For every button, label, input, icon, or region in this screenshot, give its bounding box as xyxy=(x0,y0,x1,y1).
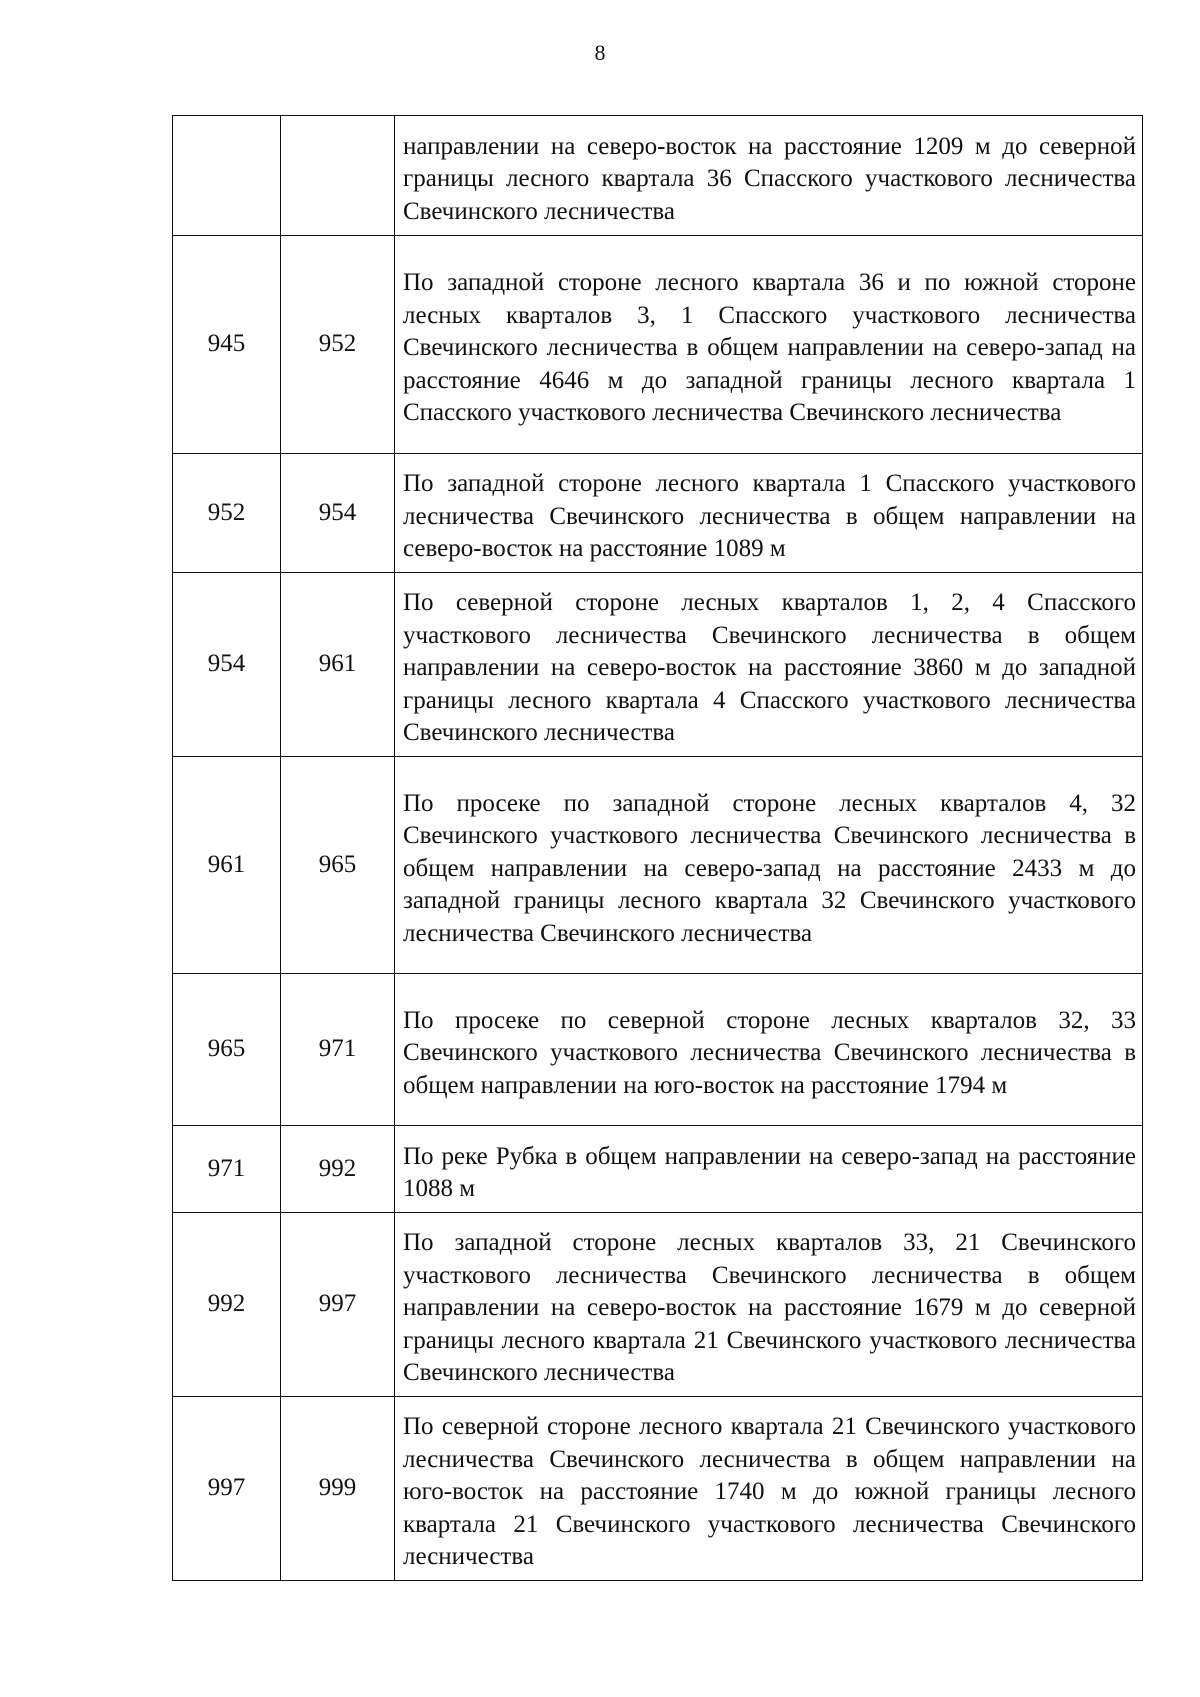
table-row xyxy=(173,236,1143,454)
table-row xyxy=(173,1213,1143,1397)
point-from: 954 xyxy=(173,573,281,757)
point-from xyxy=(173,116,281,236)
point-to: 999 xyxy=(281,1397,395,1581)
point-from: 971 xyxy=(173,1126,281,1213)
table-row xyxy=(173,1126,1143,1213)
point-to: 997 xyxy=(281,1213,395,1397)
table-row xyxy=(173,573,1143,757)
page-number: 8 xyxy=(594,40,606,65)
point-from: 997 xyxy=(173,1397,281,1581)
boundary-table xyxy=(172,115,1143,1581)
boundary-description: По просеке по западной стороне лесных кварталов 4, 32 Свечинского участкового лесничества Свечинского лесничества в общем направлении на северо-запад на расстояние 2433 м до западной границы лесного квартала 32 Свечинского участкового лесничества Свечинского лесничества xyxy=(395,757,1143,974)
table-row xyxy=(173,974,1143,1126)
boundary-description: По северной стороне лесного квартала 21 Свечинского участкового лесничества Свечинского лесничества в общем направлении на юго-восток на расстояние 1740 м до южной границы лесного квартала 21 Свечинского участкового лесничества Свечинского лесничества xyxy=(395,1397,1143,1581)
point-from: 961 xyxy=(173,757,281,974)
boundary-description: По северной стороне лесных кварталов 1, 2, 4 Спасского участкового лесничества Свечинского лесничества в общем направлении на северо-восток на расстояние 3860 м до западной границы лесного квартала 4 Спасского участкового лесничества Свечинского лесничества xyxy=(395,573,1143,757)
table-row xyxy=(173,116,1143,236)
point-to: 952 xyxy=(281,236,395,454)
table-row xyxy=(173,454,1143,573)
boundary-description: По западной стороне лесного квартала 1 Спасского участкового лесничества Свечинского лесничества в общем направлении на северо-восток на расстояние 1089 м xyxy=(395,454,1143,573)
point-to: 965 xyxy=(281,757,395,974)
point-from: 952 xyxy=(173,454,281,573)
table-row xyxy=(173,1397,1143,1581)
point-to: 992 xyxy=(281,1126,395,1213)
point-from: 992 xyxy=(173,1213,281,1397)
point-from: 945 xyxy=(173,236,281,454)
boundary-description: По реке Рубка в общем направлении на северо-запад на расстояние 1088 м xyxy=(395,1126,1143,1213)
point-to: 954 xyxy=(281,454,395,573)
table-row xyxy=(173,757,1143,974)
point-to: 961 xyxy=(281,573,395,757)
boundary-description: направлении на северо-восток на расстояние 1209 м до северной границы лесного квартала 36 Спасского участкового лесничества Свечинского лесничества xyxy=(395,116,1143,236)
point-from: 965 xyxy=(173,974,281,1126)
boundary-description: По западной стороне лесных кварталов 33, 21 Свечинского участкового лесничества Свечинского лесничества в общем направлении на северо-восток на расстояние 1679 м до северной границы лесного квартала 21 Свечинского участкового лесничества Свечинского лесничества xyxy=(395,1213,1143,1397)
point-to: 971 xyxy=(281,974,395,1126)
boundary-description: По просеке по северной стороне лесных кварталов 32, 33 Свечинского участкового лесничества Свечинского лесничества в общем направлении на юго-восток на расстояние 1794 м xyxy=(395,974,1143,1126)
point-to xyxy=(281,116,395,236)
boundary-description: По западной стороне лесного квартала 36 и по южной стороне лесных кварталов 3, 1 Спасского участкового лесничества Свечинского лесничества в общем направлении на северо-запад на расстояние 4646 м до западной границы лесного квартала 1 Спасского участкового лесничества Свечинского лесничества xyxy=(395,236,1143,454)
